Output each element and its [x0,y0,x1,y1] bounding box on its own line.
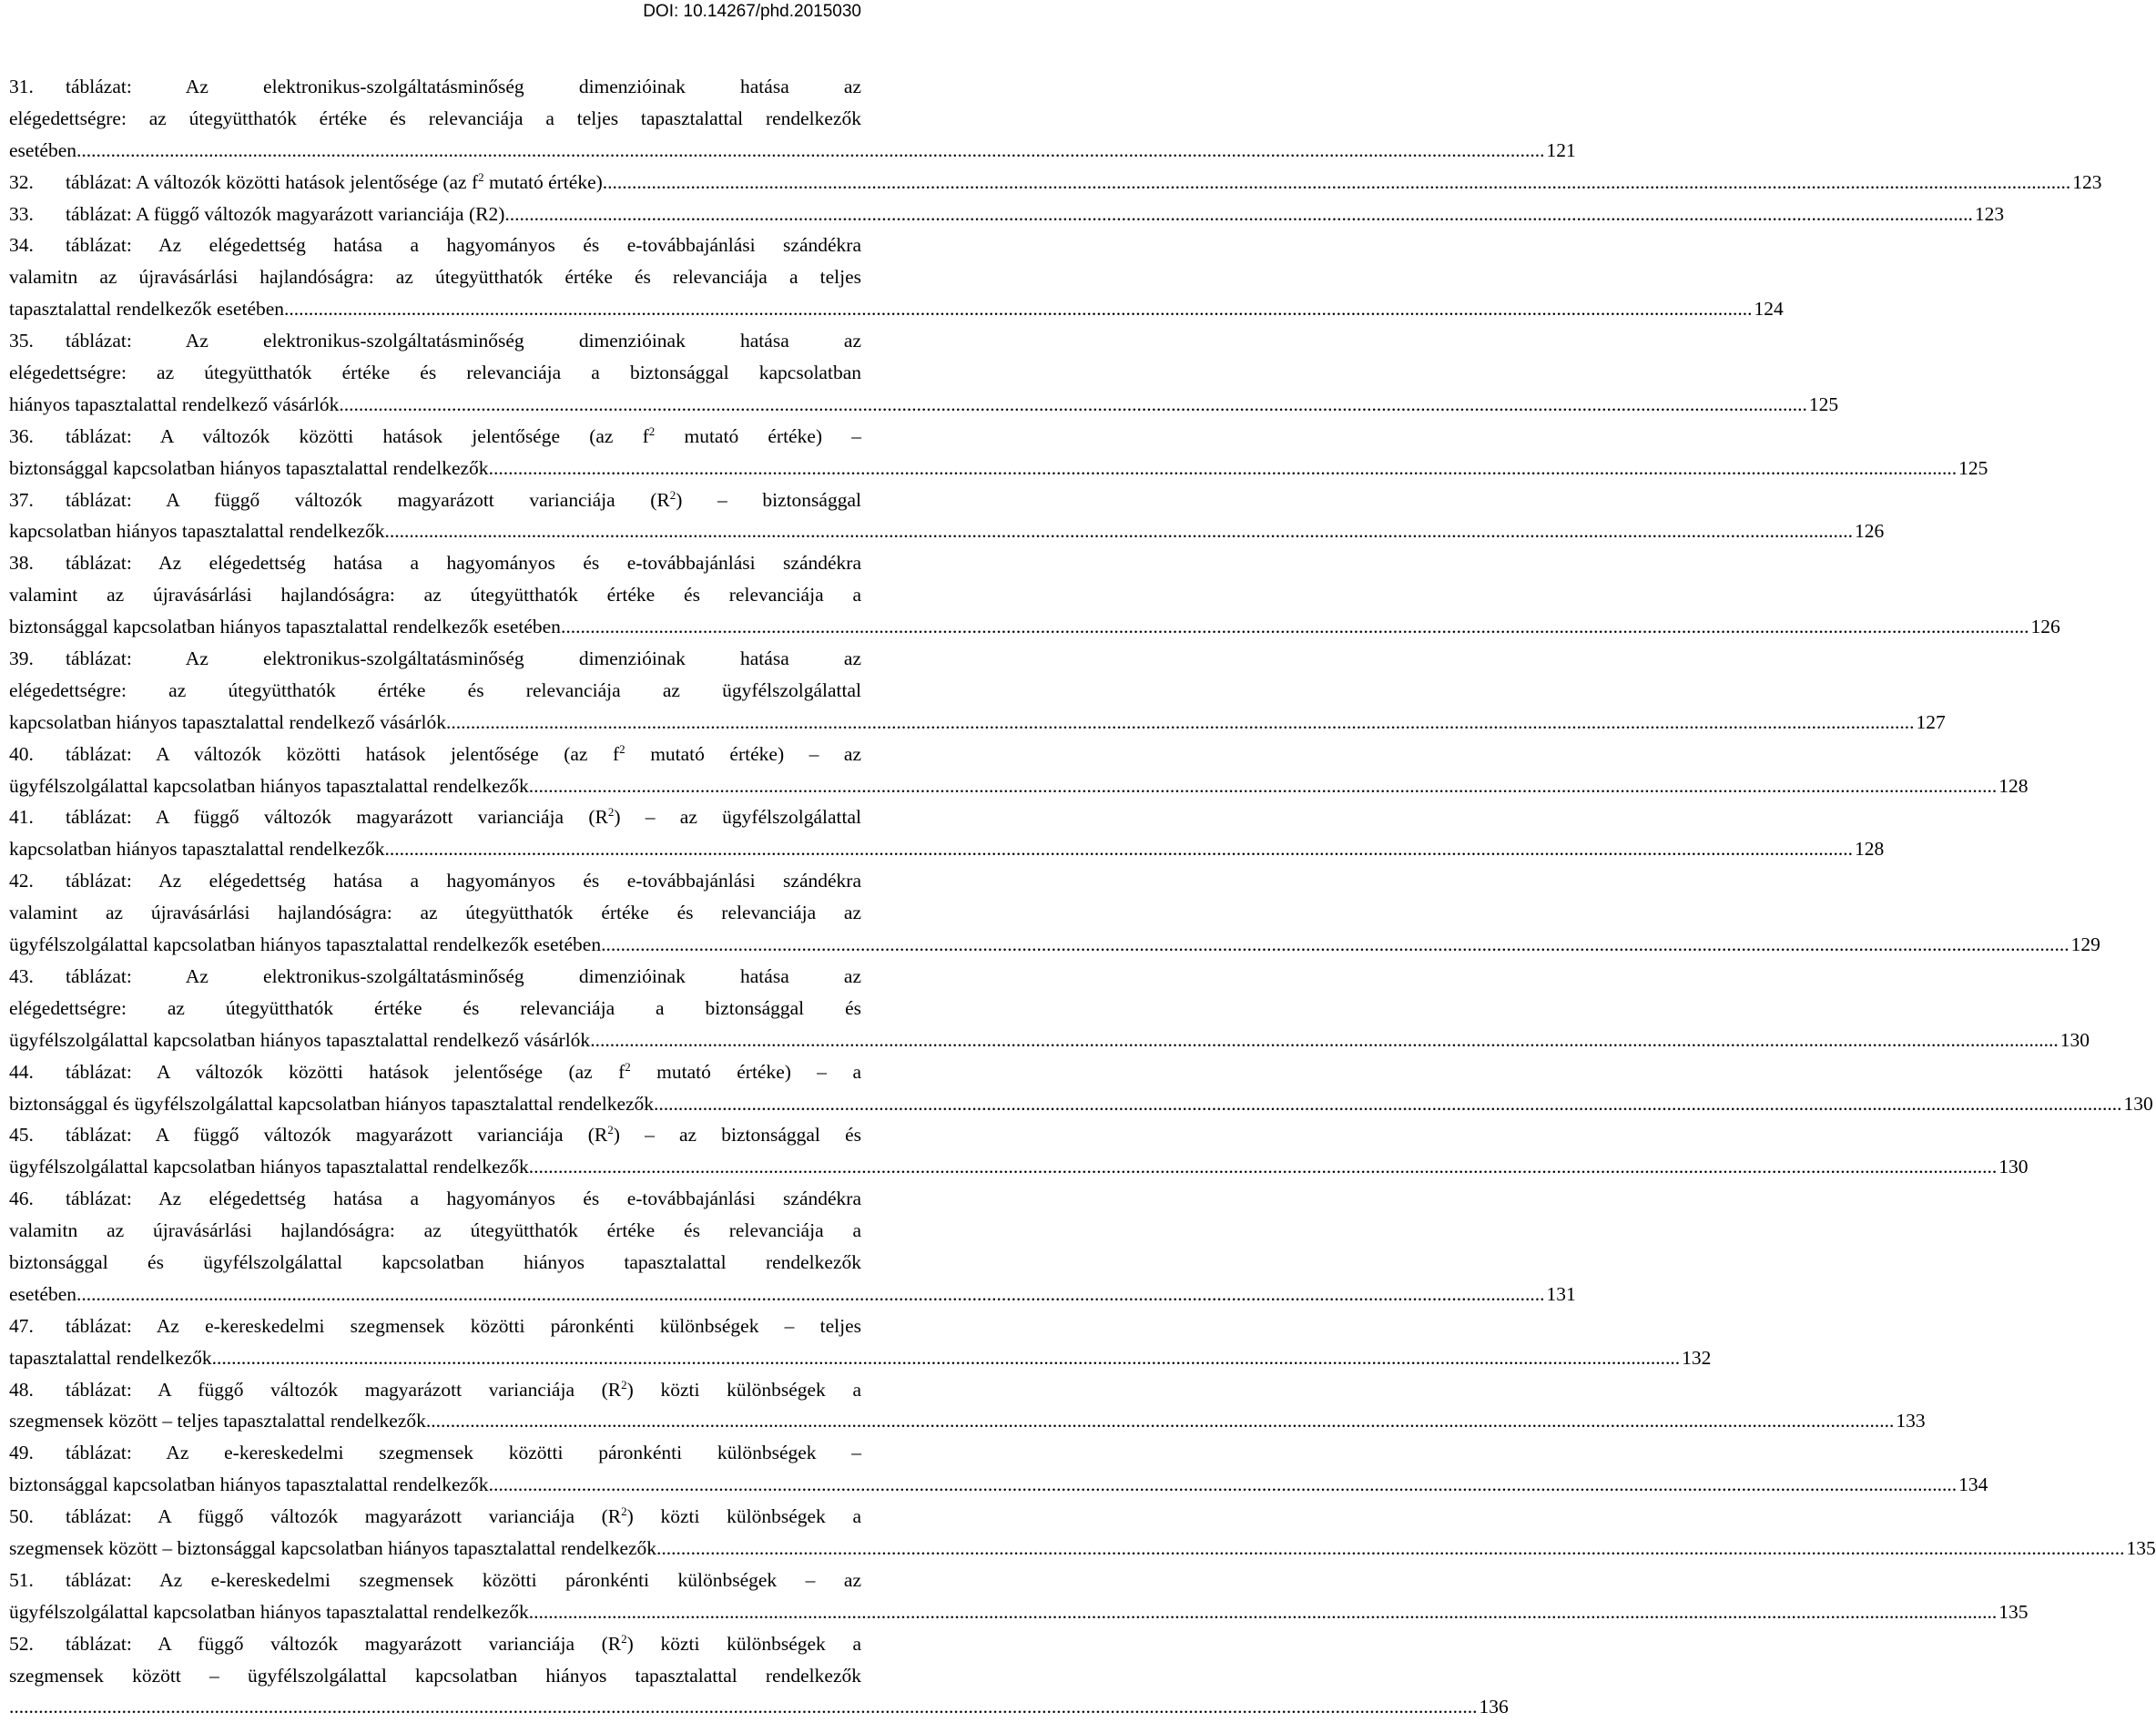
dot-leader [489,1469,1958,1501]
dot-leader [76,1279,1545,1310]
toc-entry-line [9,897,861,929]
toc-entry-last-line [9,453,1988,484]
toc-entry-number: 52. [9,1632,34,1655]
toc-entry-text: 36. táblázat: A változók közötti hatások jelentősége (az $f^2$ mutató értéke) – [9,425,861,447]
toc-entry-last-line [9,1088,2153,1120]
toc-entry[interactable] [9,865,2100,961]
toc-entry[interactable] [9,1437,1988,1501]
toc-entry[interactable] [9,1628,1509,1723]
toc-entry-text: 52. táblázat: A függő változók magyarázott varianciája $(R^2)$ közti különbségek a [9,1633,861,1655]
toc-entry-page-number: 130 [2059,1028,2090,1051]
toc-entry-line [9,579,861,611]
toc-entry-last-line [9,1691,1509,1723]
toc-entry-text: 39. táblázat: Az elektronikus-szolgáltatásminőség dimenzióinak hatása az [9,647,861,669]
toc-entry-text: 48. táblázat: A függő változók magyarázott varianciája $(R^2)$ közti különbségek a [9,1379,861,1401]
toc-entry-last-line [9,1533,2156,1565]
dot-leader [212,1342,1681,1374]
toc-entry-last-line [9,707,1946,739]
toc-entry-last-line [9,1342,1712,1374]
toc-entry-page-number: 126 [2030,616,2060,638]
toc-entry-last-line [9,770,2029,802]
toc-entry-number: 38. [9,552,34,575]
dot-leader [284,293,1753,325]
toc-entry-line [9,71,861,103]
toc-entry-line [9,993,861,1025]
toc-entry-line [9,1215,861,1247]
toc-entry-text: szegmensek között – biztonsággal kapcsolatban hiányos tapasztalattal rendelkezők [9,1536,657,1559]
toc-entry-page-number: 126 [1855,520,1885,543]
toc-entry-text: biztonsággal kapcsolatban hiányos tapasztalattal rendelkezők [9,456,489,479]
toc-entry-number: 37. [9,488,34,511]
toc-entry-number: 34. [9,234,34,257]
toc-entry-text: valamitn az újravásárlási hajlandóságra: az útegyütthatók értéke és relevanciája a [9,1219,861,1242]
toc-entry-text: ügyfélszolgálattal kapcsolatban hiányos tapasztalattal rendelkezők [9,774,529,797]
toc-entry-line [9,865,861,897]
toc-entry-text: 50. táblázat: A függő változók magyarázott varianciája $(R^2)$ közti különbségek a [9,1505,861,1527]
toc-entry[interactable] [9,1374,1926,1438]
toc-entry-last-line [9,1596,2029,1628]
toc-entry-last-line [9,611,2060,643]
toc-entry-page-number: 128 [1855,838,1885,861]
toc-entry-page-number: 133 [1896,1410,1926,1432]
toc-entry-line [9,1628,861,1660]
toc-entry-text: 51. táblázat: Az e-kereskedelmi szegmensek közötti páronkénti különbségek – az [9,1569,861,1591]
dot-leader [590,1025,2059,1056]
toc-entry-text: ügyfélszolgálattal kapcsolatban hiányos tapasztalattal rendelkező vásárlók [9,1028,591,1051]
dot-leader [385,833,1854,865]
toc-entry-number: 32. [9,170,34,193]
toc-entry[interactable] [9,71,1576,167]
toc-entry-last-line [9,1151,2029,1183]
toc-entry-page-number: 134 [1958,1473,1988,1496]
dot-leader [529,1596,1998,1628]
toc-entry[interactable] [9,961,2090,1056]
dot-leader [529,1151,1998,1183]
toc-entry-number: 46. [9,1188,34,1210]
toc-entry-text: kapcsolatban hiányos tapasztalattal rendelkezők [9,520,385,543]
toc-entry[interactable] [9,1183,1576,1310]
toc-entry-line [9,1056,861,1088]
dot-leader [601,929,2070,961]
toc-entry[interactable] [9,547,2060,643]
toc-entry-line [9,325,861,357]
dot-leader [489,453,1958,484]
dot-leader [529,770,1998,802]
toc-entry-text: 44. táblázat: A változók közötti hatások jelentősége (az $f^2$ mutató értéke) – a [9,1061,861,1083]
toc-entry-last-line [9,833,1885,865]
toc-entry-line [9,547,861,579]
toc-entry-line [9,801,861,833]
toc-entry-last-line [9,389,1839,421]
toc-entry-page-number: 125 [1808,393,1839,415]
dot-leader [561,611,2029,643]
toc-entry-line [9,229,861,261]
toc-entry-line [9,1183,861,1215]
toc-entry-text: biztonsággal kapcsolatban hiányos tapasztalattal rendelkezők [9,1473,489,1496]
toc-entry-text: tapasztalattal rendelkezők [9,1346,212,1369]
toc-entry-page-number: 127 [1916,710,1946,733]
toc-entry-text: elégedettségre: az útegyütthatók értéke és relevanciája a biztonsággal és [9,996,861,1019]
toc-entry-number: 35. [9,330,34,352]
toc-entry-last-line [9,167,2102,199]
toc-entry[interactable] [9,421,1988,484]
dot-leader [339,389,1807,421]
toc-entry-page-number: 130 [2123,1092,2153,1115]
toc-entry[interactable] [9,1056,2153,1120]
toc-entry-text: elégedettségre: az útegyütthatók értéke és relevanciája az ügyfélszolgálattal [9,678,861,701]
toc-entry-text: biztonsággal kapcsolatban hiányos tapasztalattal rendelkezők esetében [9,616,561,638]
toc-entry-text: elégedettségre: az útegyütthatók értéke és relevanciája a teljes tapasztalattal rendelkezők [9,107,861,129]
toc-entry-text: 41. táblázat: A függő változók magyarázott varianciája $(R^2)$ – az ügyfélszolgálattal [9,806,861,828]
toc-entry-line [9,1660,861,1692]
toc-entry-text: 35. táblázat: Az elektronikus-szolgáltatásminőség dimenzióinak hatása az [9,330,861,352]
toc-entry-page-number: 128 [1998,774,2029,797]
toc-entry-line [9,484,861,516]
dot-leader [603,167,2071,199]
toc-entry[interactable] [9,229,1784,325]
toc-entry[interactable] [9,325,1839,421]
toc-entry-last-line [9,929,2100,961]
toc-entry-line [9,643,861,675]
toc-entry-line [9,1437,861,1469]
toc-entry-page-number: 132 [1682,1346,1712,1369]
dot-leader [656,1533,2125,1565]
toc-entry-text: 32. táblázat: A változók közötti hatások jelentősége (az $f^2$ mutató értéke) [9,167,603,199]
toc-entry-page-number: 124 [1754,298,1784,321]
toc-entry[interactable] [9,1565,2029,1628]
toc-entry-page-number: 123 [1974,202,2005,225]
toc-entry-last-line [9,199,2005,230]
toc-entry-line [9,1501,861,1533]
toc-entry-text: esetében [9,138,77,161]
toc-entry-number: 36. [9,424,34,447]
toc-entry[interactable] [9,643,1946,739]
toc-entry-line [9,1565,861,1596]
toc-entry-text: ügyfélszolgálattal kapcsolatban hiányos tapasztalattal rendelkezők [9,1156,529,1178]
toc-entry[interactable] [9,167,2102,199]
toc-entry-text: elégedettségre: az útegyütthatók értéke és relevanciája a biztonsággal kapcsolatban [9,362,861,384]
toc-entry-text: 37. táblázat: A függő változók magyarázott varianciája $(R^2)$ – biztonsággal [9,489,861,511]
toc-entry-page-number: 121 [1546,138,1576,161]
toc-entry-line [9,675,861,707]
toc-entry-number: 43. [9,964,34,987]
toc-entry-number: 33. [9,202,34,225]
toc-entry-number: 31. [9,76,34,97]
toc-entry-number: 41. [9,806,34,829]
toc-entry-page-number: 136 [1479,1696,1509,1718]
toc-entry-last-line [9,293,1784,325]
toc-entry-text: 45. táblázat: A függő változók magyarázott varianciája $(R^2)$ – az biztonsággal és [9,1124,861,1146]
toc-entry[interactable] [9,801,1885,865]
toc-entry-number: 51. [9,1568,34,1591]
toc-entry-text: szegmensek között – ügyfélszolgálattal kapcsolatban hiányos tapasztalattal rendelkezők [9,1664,861,1687]
dot-leader [446,707,1915,739]
toc-entry-text: valamint az újravásárlási hajlandóságra: az útegyütthatók értéke és relevanciája az [9,902,861,924]
toc-entry-number: 50. [9,1505,34,1528]
dot-leader [9,1691,1478,1723]
toc-entry-text: 43. táblázat: Az elektronikus-szolgáltatásminőség dimenzióinak hatása az [9,965,861,987]
toc-entry-line [9,103,861,135]
toc-entry-text: 33. táblázat: A függő változók magyarázott varianciája (R2) [9,199,504,230]
dot-leader [76,135,1545,167]
toc-entry-number: 45. [9,1124,34,1147]
toc-entry-last-line [9,1469,1988,1501]
toc-entry[interactable] [9,739,2029,802]
toc-entry-text: szegmensek között – teljes tapasztalattal rendelkezők [9,1410,426,1432]
toc-entry-line [9,961,861,993]
toc-entry-text: 46. táblázat: Az elégedettség hatása a hagyományos és e-továbbajánlási szándékra [9,1188,861,1209]
toc-entry-line [9,1247,861,1279]
toc-entry-line [9,739,861,770]
toc-entry-last-line [9,1405,1926,1437]
toc-entry-number: 44. [9,1060,34,1083]
toc-entry[interactable] [9,1501,2156,1565]
toc-entry-last-line [9,1279,1576,1310]
toc-entry-line [9,421,861,453]
toc-entry[interactable] [9,1310,1712,1374]
toc-entry-text: ügyfélszolgálattal kapcsolatban hiányos tapasztalattal rendelkezők esetében [9,933,602,956]
toc-entry-last-line [9,135,1576,167]
toc-entry-line [9,1310,861,1342]
dot-leader [654,1088,2122,1120]
toc-entry-text: biztonsággal és ügyfélszolgálattal kapcsolatban hiányos tapasztalattal rendelkezők [9,1092,655,1115]
dot-leader [385,515,1854,547]
toc-entry-text: kapcsolatban hiányos tapasztalattal rendelkező vásárlók [9,710,446,733]
toc-entry-page-number: 135 [2126,1536,2156,1559]
dot-leader [504,199,1973,230]
toc-entry-text: 49. táblázat: Az e-kereskedelmi szegmensek közötti páronkénti különbségek – [9,1442,861,1463]
toc-entry-text: 40. táblázat: A változók közötti hatások jelentősége (az $f^2$ mutató értéke) – az [9,743,861,765]
toc-entry-text: valamitn az újravásárlási hajlandóságra: az útegyütthatók értéke és relevanciája a teljes [9,266,861,289]
toc-entry-text: 42. táblázat: Az elégedettség hatása a hagyományos és e-továbbajánlási szándékra [9,870,861,892]
toc-entry-line [9,1119,861,1151]
toc-entry-text: valamint az újravásárlási hajlandóságra: az útegyütthatók értéke és relevanciája a [9,584,861,607]
toc-entry-text: tapasztalattal rendelkezők esetében [9,298,285,321]
toc-entry-text: esetében [9,1282,77,1305]
toc-entry-page-number: 135 [1998,1600,2029,1623]
toc-entry[interactable] [9,484,1885,548]
list-of-tables [9,71,2156,1723]
toc-entry-number: 47. [9,1314,34,1337]
toc-entry-text: 47. táblázat: Az e-kereskedelmi szegmensek közötti páronkénti különbségek – teljes [9,1315,861,1337]
toc-entry-last-line [9,515,1885,547]
toc-entry-page-number: 131 [1546,1282,1576,1305]
toc-entry-line [9,357,861,389]
toc-entry-number: 49. [9,1442,34,1464]
toc-entry-page-number: 129 [2070,933,2100,956]
toc-entry-text: 31. táblázat: Az elektronikus-szolgáltatásminőség dimenzióinak hatása az [9,76,861,97]
dot-leader [426,1405,1895,1437]
toc-entry-text: ügyfélszolgálattal kapcsolatban hiányos tapasztalattal rendelkezők [9,1600,529,1623]
toc-entry-page-number: 123 [2072,170,2102,193]
toc-entry[interactable] [9,199,2005,230]
toc-entry-number: 42. [9,870,34,892]
doi-header: DOI: 10.14267/phd.2015030 [643,2,861,21]
toc-entry-number: 48. [9,1378,34,1401]
toc-entry[interactable] [9,1119,2029,1183]
toc-entry-text: biztonsággal és ügyfélszolgálattal kapcsolatban hiányos tapasztalattal rendelkezők [9,1250,861,1273]
toc-entry-text: hiányos tapasztalattal rendelkező vásárlók [9,393,340,415]
toc-entry-last-line [9,1025,2090,1056]
toc-entry-page-number: 125 [1958,456,1988,479]
toc-entry-number: 40. [9,742,34,765]
toc-entry-page-number: 130 [1998,1156,2029,1178]
toc-entry-number: 39. [9,647,34,670]
toc-entry-text: kapcsolatban hiányos tapasztalattal rendelkezők [9,838,385,861]
toc-entry-line [9,1374,861,1406]
toc-entry-line [9,261,861,293]
toc-entry-text: 34. táblázat: Az elégedettség hatása a hagyományos és e-továbbajánlási szándékra [9,234,861,256]
toc-entry-text: 38. táblázat: Az elégedettség hatása a hagyományos és e-továbbajánlási szándékra [9,552,861,574]
